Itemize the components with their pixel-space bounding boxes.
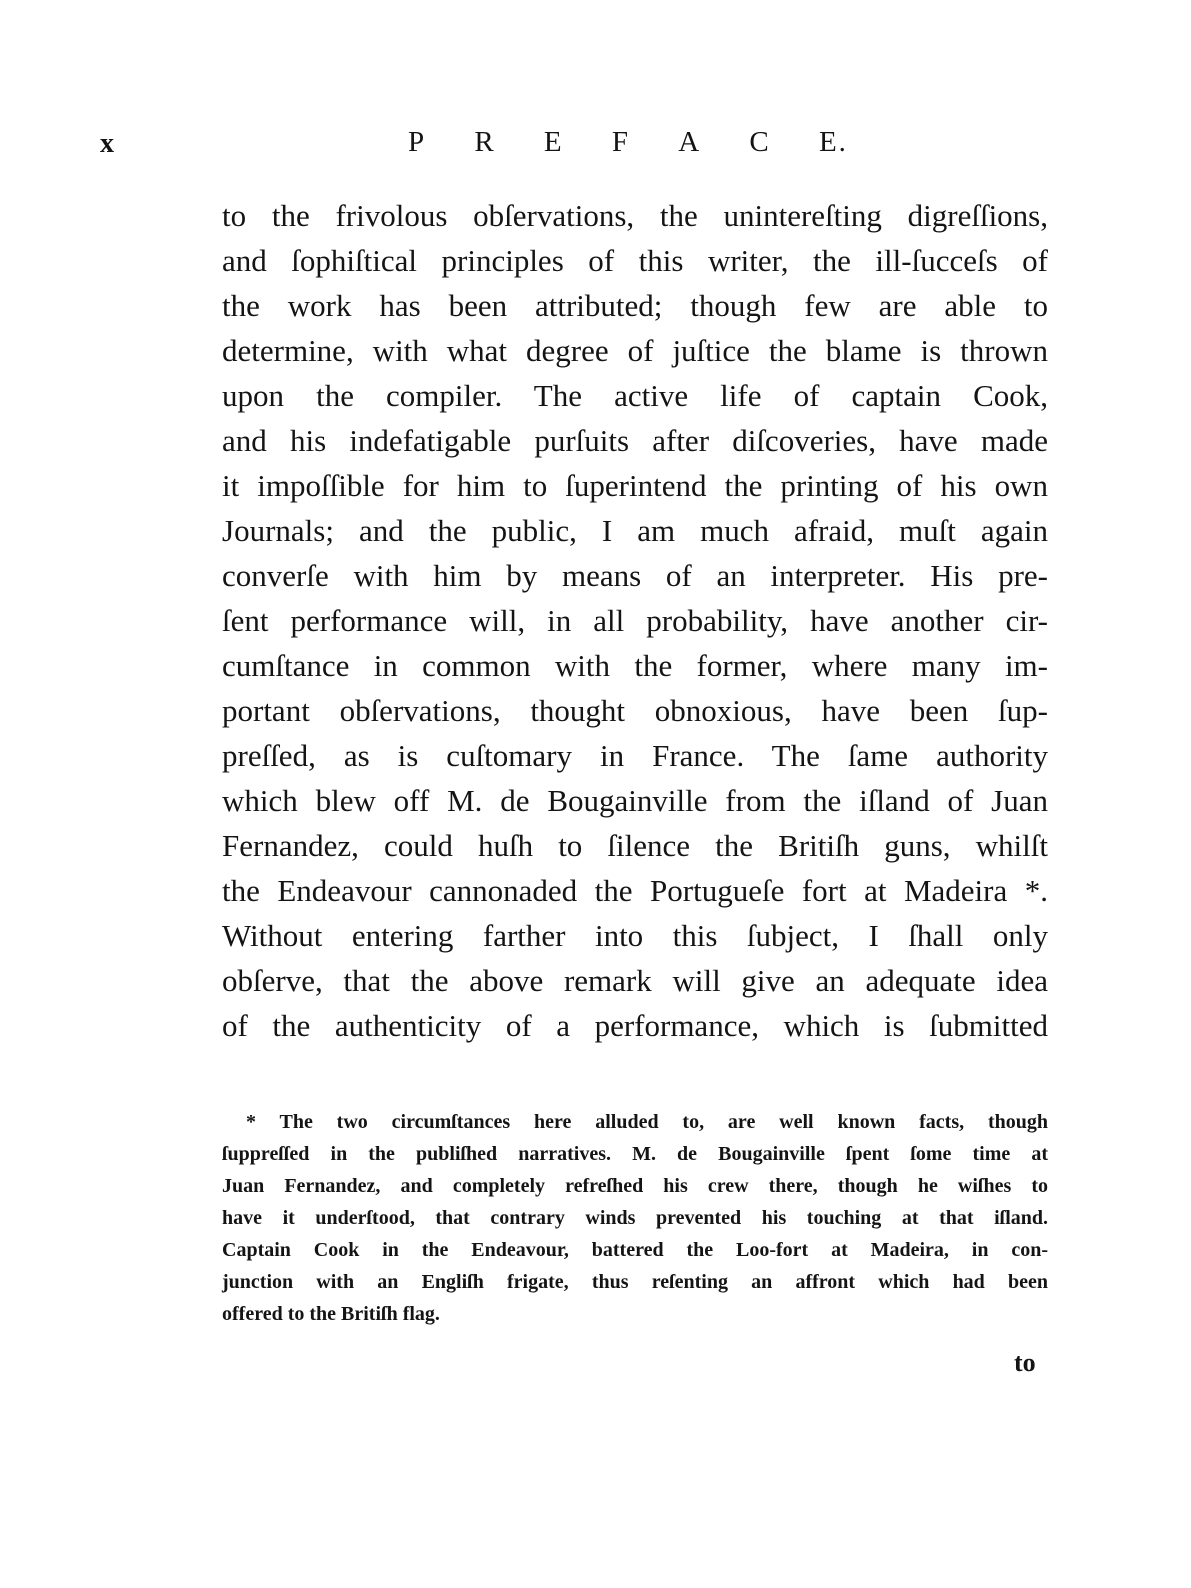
page-number: x: [100, 128, 115, 159]
running-head-letter: C: [749, 126, 771, 158]
footnote-line: Juan Fernandez, and completely refreſhed his crew there, though he wiſhes to: [222, 1175, 1048, 1197]
body-line: converſe with him by means of an interpreter. His pre-: [222, 558, 1048, 593]
body-line: and his indefatigable purſuits after diſcoveries, have made: [222, 423, 1048, 458]
running-head-letter: E: [543, 126, 564, 158]
body-line: determine, with what degree of juſtice the blame is thrown: [222, 333, 1048, 368]
running-head-letter: P: [408, 126, 427, 158]
footnote-line: have it underſtood, that contrary winds prevented his touching at that iſland.: [222, 1207, 1048, 1229]
running-head-letter: A: [678, 126, 702, 158]
running-head-letter: R: [474, 126, 496, 158]
running-head-letter: E.: [818, 126, 848, 158]
body-line: ſent performance will, in all probability, have another cir-: [222, 603, 1048, 638]
body-line: it impoſſible for him to ſuperintend the printing of his own: [222, 468, 1048, 503]
body-text: [222, 193, 1048, 1048]
footnote-line: ſuppreſſed in the publiſhed narratives. M. de Bougainville ſpent ſome time at: [222, 1143, 1048, 1165]
footnote-line: offered to the Britiſh flag.: [222, 1303, 440, 1325]
footnote: [222, 1106, 1048, 1330]
body-line: preſſed, as is cuſtomary in France. The ſame authority: [222, 738, 1048, 773]
body-line: Journals; and the public, I am much afraid, muſt again: [222, 513, 1048, 548]
body-line: of the authenticity of a performance, which is ſubmitted: [222, 1008, 1048, 1043]
footnote-line: Captain Cook in the Endeavour, battered the Loo-fort at Madeira, in con-: [222, 1239, 1048, 1261]
body-line: obſerve, that the above remark will give an adequate idea: [222, 963, 1048, 998]
body-line: the Endeavour cannonaded the Portugueſe fort at Madeira *.: [222, 873, 1048, 908]
footnote-line: junction with an Engliſh frigate, thus reſenting an affront which had been: [222, 1271, 1048, 1293]
body-line: to the frivolous obſervations, the unintereſting digreſſions,: [222, 198, 1048, 233]
body-line: which blew off M. de Bougainville from the iſland of Juan: [222, 783, 1048, 818]
footnote-line: * The two circumſtances here alluded to, are well known facts, though: [246, 1111, 1048, 1133]
running-head-letter: F: [611, 126, 630, 158]
body-line: Fernandez, could huſh to ſilence the Britiſh guns, whilſt: [222, 828, 1048, 863]
catchword: to: [1014, 1348, 1036, 1377]
body-line: cumſtance in common with the former, where many im-: [222, 648, 1048, 683]
body-line: portant obſervations, thought obnoxious, have been ſup-: [222, 693, 1048, 728]
body-line: and ſophiſtical principles of this writer, the ill-ſucceſs of: [222, 243, 1048, 278]
body-line: upon the compiler. The active life of captain Cook,: [222, 378, 1048, 413]
running-head: [408, 126, 848, 159]
body-line: Without entering farther into this ſubject, I ſhall only: [222, 918, 1048, 953]
body-line: the work has been attributed; though few are able to: [222, 288, 1048, 323]
